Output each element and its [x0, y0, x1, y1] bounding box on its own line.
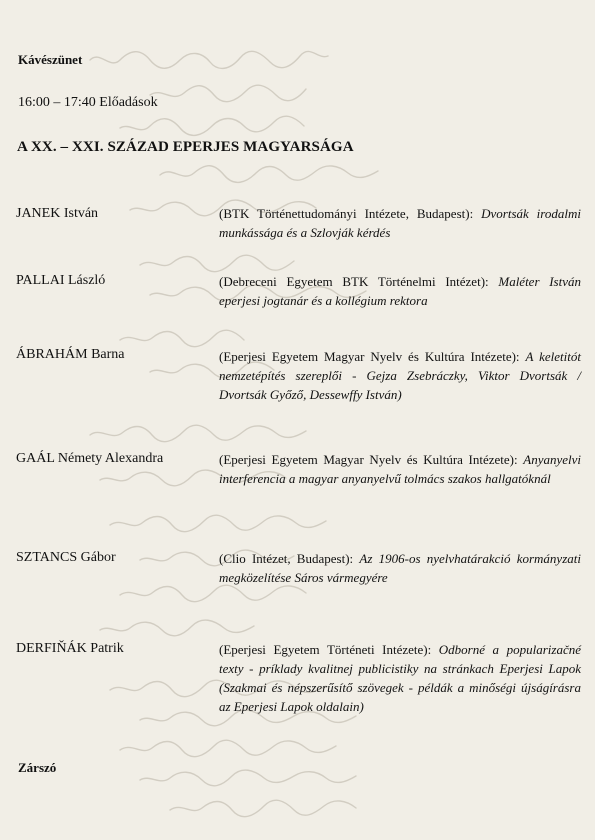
speaker-name: ÁBRAHÁM Barna — [16, 347, 125, 362]
talk-institution: (Eperjesi Egyetem Magyar Nyelv és Kultúra Intézete): — [219, 452, 524, 467]
talk-description — [219, 640, 581, 716]
talk-description — [219, 272, 581, 310]
closing-remarks-label: Zárszó — [18, 760, 57, 775]
section-title: A XX. – XXI. SZÁZAD EPERJES MAGYARSÁGA — [17, 139, 354, 155]
talk-institution: (Eperjesi Egyetem Történeti Intézete): — [219, 642, 439, 657]
speaker-name: DERFIŇÁK Patrik — [16, 641, 124, 656]
talk-description — [219, 549, 581, 587]
speaker-name: GAÁL Némety Alexandra — [16, 451, 164, 466]
session-time: 16:00 – 17:40 Előadások — [18, 95, 158, 110]
talk-title: Odborné a popularizačné texty - príklady kvalitnej publicistiky na stránkach Eperjesi Lapok (Szakmai és népszerűsítő szövegek - példák a minőségi újságírásra az Eperjesi Lapok oldalain) — [219, 642, 581, 714]
coffee-break-label: Kávészünet — [18, 52, 83, 67]
talk-institution: (Eperjesi Egyetem Magyar Nyelv és Kultúra Intézete): — [219, 349, 526, 364]
talk-title: Az 1906-os nyelvhatárakció kormányzati megközelítése Sáros vármegyére — [219, 551, 581, 585]
speaker-name: PALLAI László — [16, 273, 106, 288]
talk-institution: (Clio Intézet, Budapest): — [219, 551, 360, 566]
speaker-name: JANEK István — [16, 206, 99, 221]
talk-description — [219, 347, 581, 404]
talk-title: A keletitót nemzetépítés szereplői - Gejza Zsebráczky, Viktor Dvortsák / Dvortsák Győző, Dessewffy István) — [219, 349, 581, 402]
talk-description — [219, 450, 581, 488]
talk-institution: (BTK Történettudományi Intézete, Budapest): — [219, 206, 482, 221]
talk-title: Dvortsák irodalmi munkássága és a Szlovják kérdés — [219, 206, 581, 240]
speaker-name: SZTANCS Gábor — [16, 550, 116, 565]
talk-title: Anyanyelvi interferencia a magyar anyanyelvű tolmács szakos hallgatóknál — [219, 452, 581, 486]
talk-description — [219, 204, 581, 242]
talk-institution: (Debreceni Egyetem BTK Történelmi Intézet): — [219, 274, 499, 289]
talk-title: Maléter István eperjesi jogtanár és a kollégium rektora — [219, 274, 581, 308]
